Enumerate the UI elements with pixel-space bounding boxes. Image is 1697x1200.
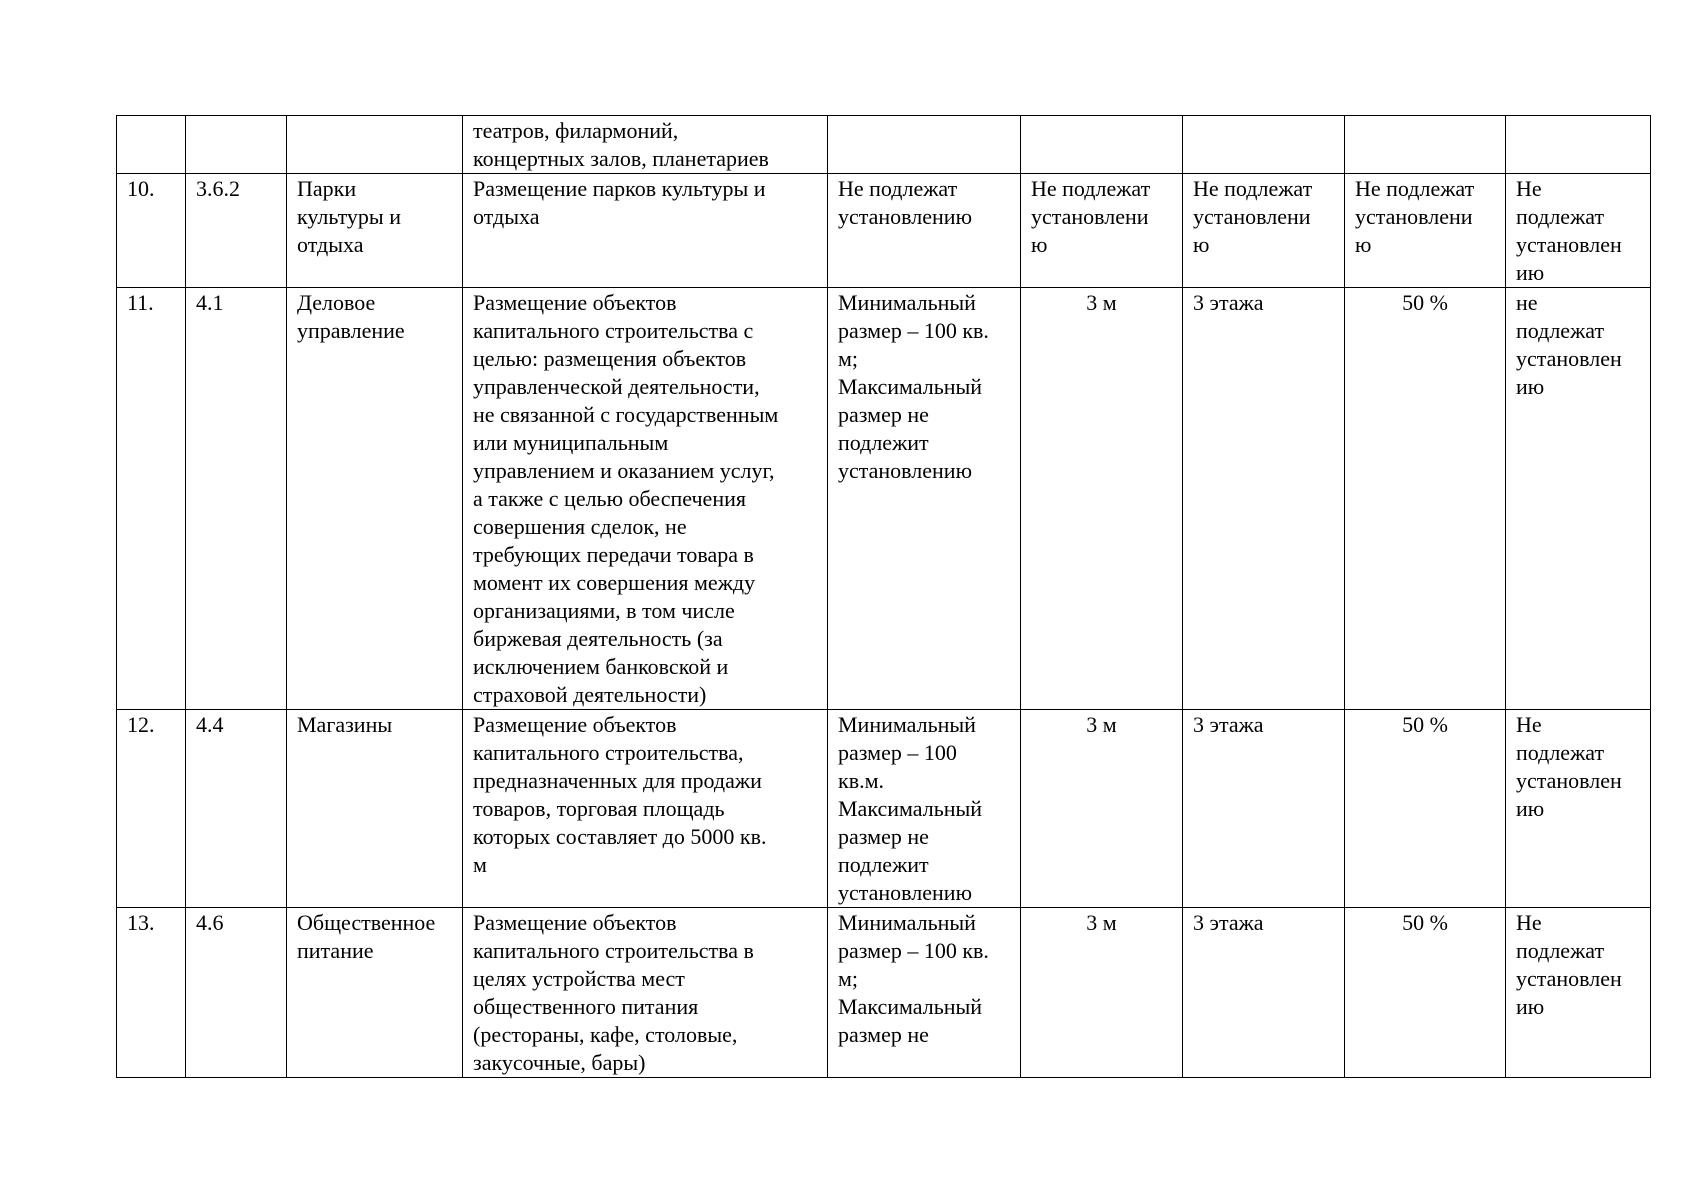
use-name-cell (287, 116, 463, 174)
other-params-cell: Не подлежат установлен ию (1506, 710, 1651, 908)
plot-size-cell: Минимальный размер – 100 кв.м. Максимальный размер не подлежит установлению (828, 710, 1021, 908)
use-code-cell: 4.1 (186, 288, 287, 710)
table-row (117, 710, 1651, 908)
other-params-cell: не подлежат установлен ию (1506, 288, 1651, 710)
use-code-cell (186, 116, 287, 174)
land-use-table (116, 115, 1651, 1078)
row-number-cell: 13. (117, 908, 186, 1078)
row-number-cell: 11. (117, 288, 186, 710)
floors-cell: 3 этажа (1183, 710, 1345, 908)
setback-cell: 3 м (1021, 288, 1183, 710)
use-name-cell: Общественное питание (287, 908, 463, 1078)
floors-cell: 3 этажа (1183, 908, 1345, 1078)
setback-cell: Не подлежат установлени ю (1021, 174, 1183, 288)
floors-cell: Не подлежат установлени ю (1183, 174, 1345, 288)
coverage-cell: 50 % (1345, 908, 1506, 1078)
use-description-cell: Размещение объектов капитального строительства, предназначенных для продажи товаров, торговая площадь которых составляет до 5000 кв. м (463, 710, 828, 908)
use-name-cell: Парки культуры и отдыха (287, 174, 463, 288)
use-name-cell: Деловое управление (287, 288, 463, 710)
other-params-cell (1506, 116, 1651, 174)
setback-cell: 3 м (1021, 710, 1183, 908)
use-description-cell: театров, филармоний, концертных залов, планетариев (463, 116, 828, 174)
plot-size-cell: Минимальный размер – 100 кв. м; Максимальный размер не (828, 908, 1021, 1078)
use-code-cell: 4.4 (186, 710, 287, 908)
use-name-cell: Магазины (287, 710, 463, 908)
table-row (117, 908, 1651, 1078)
coverage-cell (1345, 116, 1506, 174)
use-code-cell: 3.6.2 (186, 174, 287, 288)
other-params-cell: Не подлежат установлен ию (1506, 908, 1651, 1078)
row-number-cell: 10. (117, 174, 186, 288)
coverage-cell: 50 % (1345, 288, 1506, 710)
plot-size-cell: Минимальный размер – 100 кв. м; Максимальный размер не подлежит установлению (828, 288, 1021, 710)
coverage-cell: 50 % (1345, 710, 1506, 908)
row-number-cell (117, 116, 186, 174)
coverage-cell: Не подлежат установлени ю (1345, 174, 1506, 288)
table-row (117, 174, 1651, 288)
table-row (117, 116, 1651, 174)
setback-cell: 3 м (1021, 908, 1183, 1078)
use-description-cell: Размещение парков культуры и отдыха (463, 174, 828, 288)
plot-size-cell (828, 116, 1021, 174)
floors-cell (1183, 116, 1345, 174)
row-number-cell: 12. (117, 710, 186, 908)
other-params-cell: Не подлежат установлен ию (1506, 174, 1651, 288)
plot-size-cell: Не подлежат установлению (828, 174, 1021, 288)
use-description-cell: Размещение объектов капитального строительства в целях устройства мест общественного питания (рестораны, кафе, столовые, закусочные, бары) (463, 908, 828, 1078)
use-description-cell: Размещение объектов капитального строительства с целью: размещения объектов управленческой деятельности, не связанной с государственным или муниципальным управлением и оказанием услуг, а также с целью обеспечения совершения сделок, не требующих передачи товара в момент их совершения между организациями, в том числе биржевая деятельность (за исключением банковской и страховой деятельности) (463, 288, 828, 710)
table-row (117, 288, 1651, 710)
use-code-cell: 4.6 (186, 908, 287, 1078)
setback-cell (1021, 116, 1183, 174)
floors-cell: 3 этажа (1183, 288, 1345, 710)
